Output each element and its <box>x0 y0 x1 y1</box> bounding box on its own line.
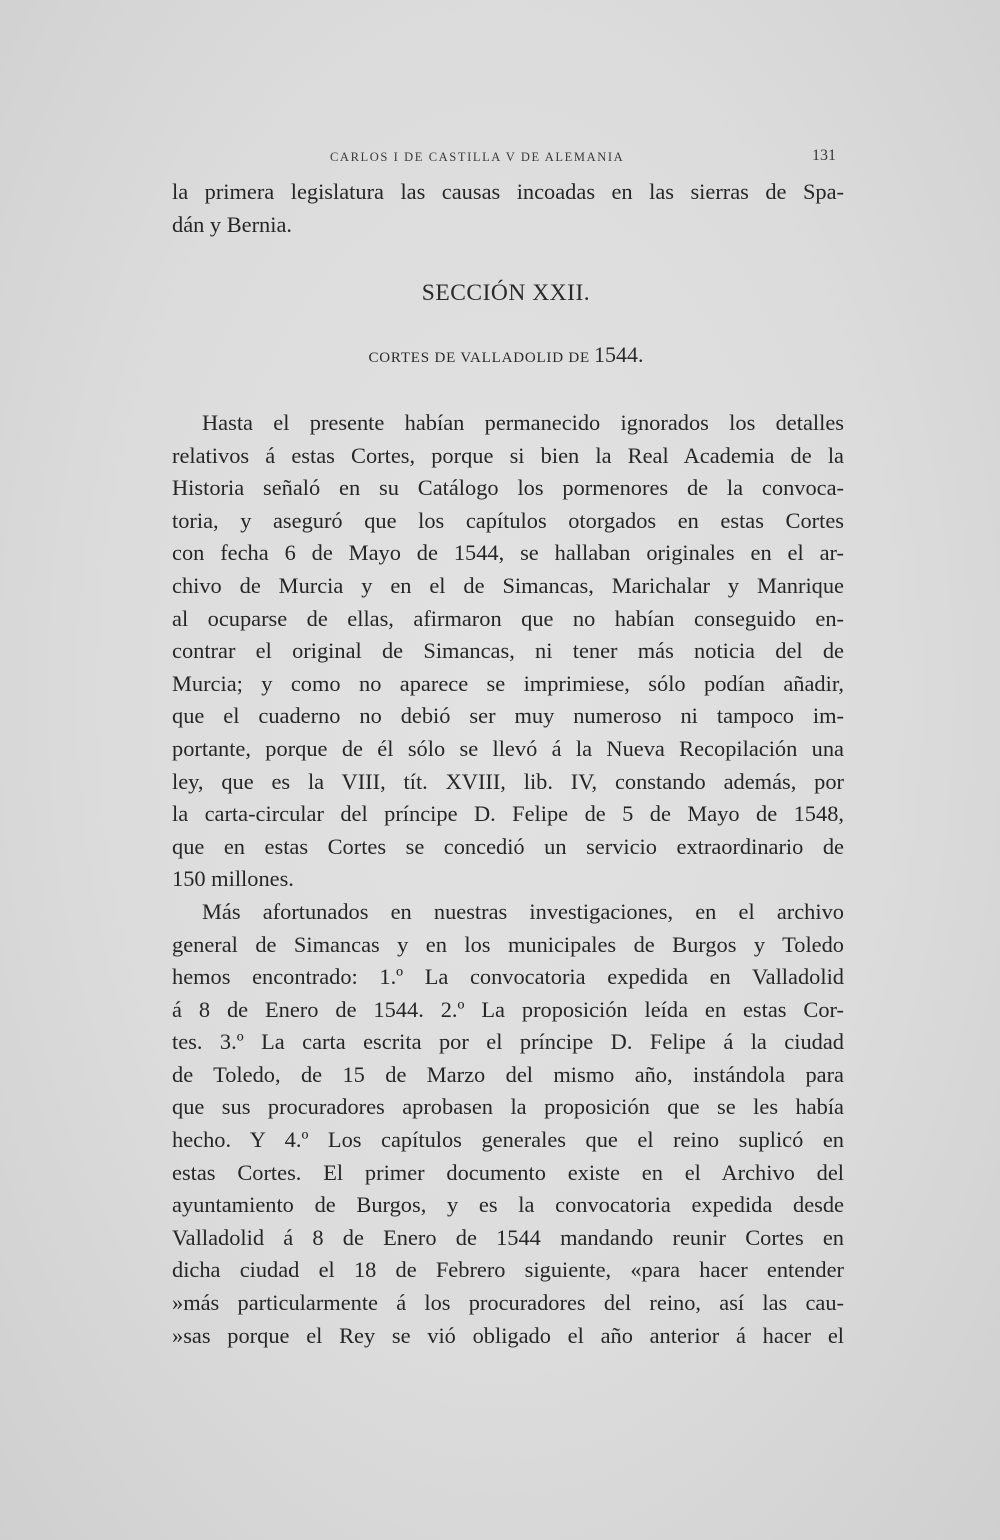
text-line: relativos á estas Cortes, porque si bien la Real Academia de la <box>172 442 844 468</box>
text-line: dán y Bernia. <box>172 211 292 237</box>
running-head: CARLOS I DE CASTILLA V DE ALEMANIA <box>330 150 625 164</box>
text-line: Murcia; y como no aparece se imprimiese, sólo podían añadir, <box>172 670 844 696</box>
text-line: portante, porque de él sólo se llevó á la Nueva Recopilación una <box>172 735 844 761</box>
page-number: 131 <box>812 147 836 164</box>
text-line: hemos encontrado: 1.º La convocatoria expedida en Valladolid <box>172 964 844 990</box>
section-subtitle <box>0 342 1000 368</box>
text-line: 150 millones. <box>172 866 294 892</box>
text-line: á 8 de Enero de 1544. 2.º La proposición leída en estas Cor- <box>172 996 844 1022</box>
text-line: contrar el original de Simancas, ni tener más noticia del de <box>172 638 844 664</box>
text-line: estas Cortes. El primer documento existe en el Archivo del <box>172 1159 844 1185</box>
text-line: toria, y aseguró que los capítulos otorgados en estas Cortes <box>172 507 844 533</box>
text-line: al ocuparse de ellas, afirmaron que no habían conseguido en- <box>172 605 844 631</box>
text-line: la primera legislatura las causas incoadas en las sierras de Spa- <box>172 179 844 204</box>
text-line: general de Simancas y en los municipales de Burgos y Toledo <box>172 931 844 957</box>
text-line: Hasta el presente habían permanecido ignorados los detalles <box>202 410 844 435</box>
text-line: la carta-circular del príncipe D. Felipe de 5 de Mayo de 1548, <box>172 801 844 827</box>
paragraph-1 <box>172 407 844 896</box>
text-line: Historia señaló en su Catálogo los pormenores de la convoca- <box>172 475 844 501</box>
text-line: chivo de Murcia y en el de Simancas, Marichalar y Manrique <box>172 572 844 598</box>
section-subtitle-year: 1544. <box>594 342 644 367</box>
text-line: que en estas Cortes se concedió un servicio extraordinario de <box>172 833 844 859</box>
text-line: Valladolid á 8 de Enero de 1544 mandando reunir Cortes en <box>172 1224 844 1250</box>
section-subtitle-caps: CORTES DE VALLADOLID DE <box>368 350 591 366</box>
text-line: ayuntamiento de Burgos, y es la convocatoria expedida desde <box>172 1192 844 1218</box>
text-line: de Toledo, de 15 de Marzo del mismo año, instándola para <box>172 1061 844 1087</box>
section-title: SECCIÓN XXII. <box>421 280 591 306</box>
text-line: hecho. Y 4.º Los capítulos generales que el reino suplicó en <box>172 1127 844 1153</box>
opening-text <box>172 176 844 241</box>
text-line: dicha ciudad el 18 de Febrero siguiente, «para hacer entender <box>172 1257 844 1283</box>
text-line: ley, que es la VIII, tít. XVIII, lib. IV, constando además, por <box>172 768 844 794</box>
body-text <box>172 407 844 1352</box>
text-line: »sas porque el Rey se vió obligado el año anterior á hacer el <box>172 1322 844 1348</box>
text-line: con fecha 6 de Mayo de 1544, se hallaban originales en el ar- <box>172 540 844 566</box>
text-line: Más afortunados en nuestras investigaciones, en el archivo <box>202 898 844 924</box>
text-line: tes. 3.º La carta escrita por el príncipe D. Felipe á la ciudad <box>172 1029 844 1055</box>
text-line: que sus procuradores aprobasen la proposición que se les había <box>172 1094 844 1120</box>
text-line: que el cuaderno no debió ser muy numeroso ni tampoco im- <box>172 703 844 729</box>
text-line: »más particularmente á los procuradores del reino, así las cau- <box>172 1290 844 1316</box>
paragraph-2 <box>172 896 844 1352</box>
